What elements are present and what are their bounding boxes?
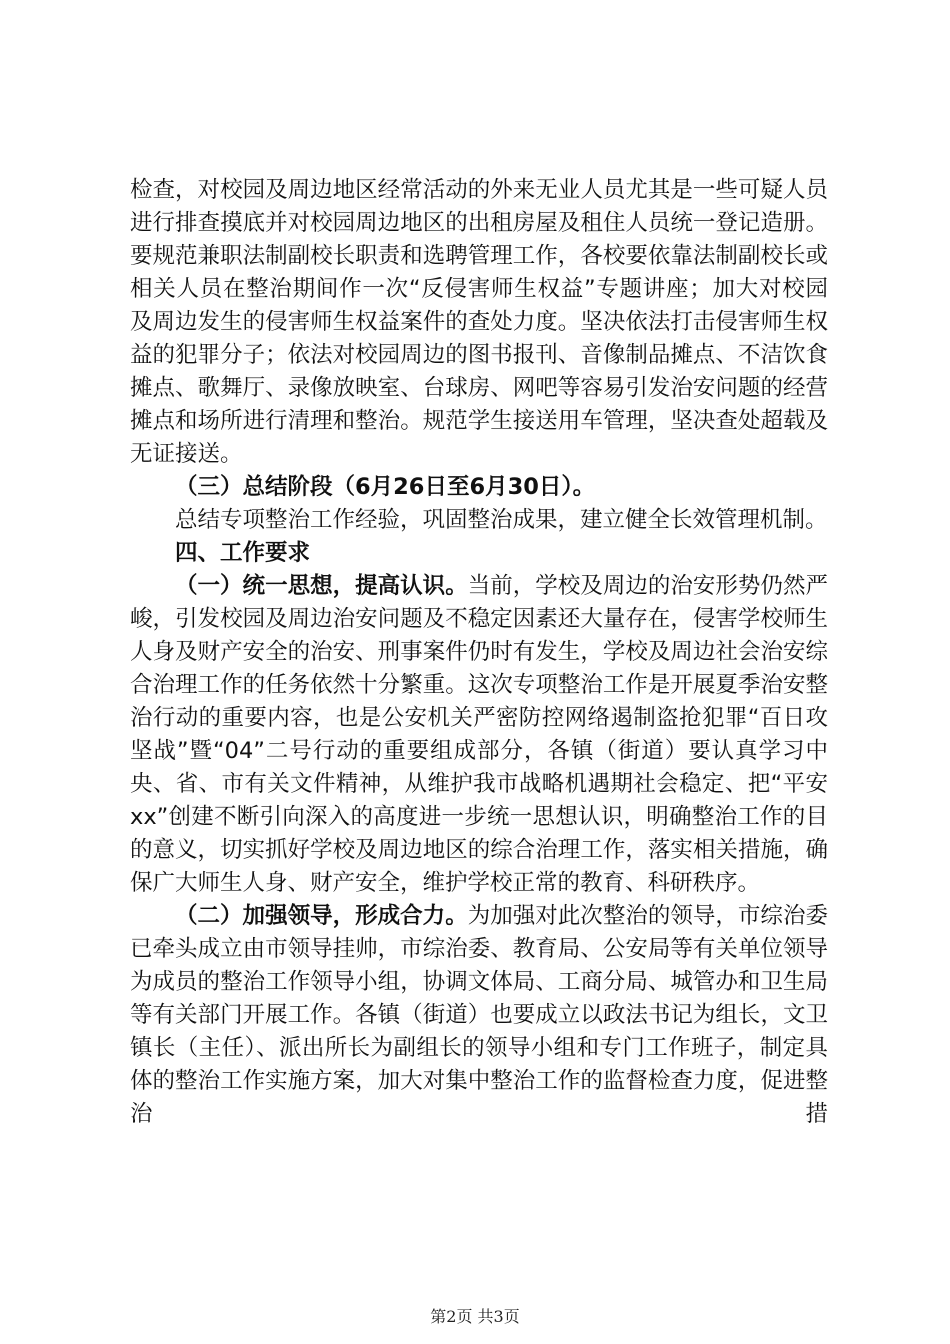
paragraph-summary-stage: 总结专项整治工作经验，巩固整治成果，建立健全长效管理机制。 — [175, 507, 828, 533]
requirement-1-title: （一）统一思想，提高认识。 — [175, 573, 468, 599]
heading-summary-stage: （三）总结阶段（6月26日至6月30日）。 — [175, 474, 596, 500]
requirement-2-title: （二）加强领导，形成合力。 — [175, 903, 468, 929]
requirement-1-body: 当前，学校及周边的治安形势仍然严峻，引发校园及周边治安问题及不稳定因素还大量存在，侵害学校师生人身及财产安全的治安、刑事案件仍时有发生，学校及周边社会治安综合治理工作的任务依然十分繁重。这次专项整治工作是开展夏季治安整治行动的重要内容，也是公安机关严密防控网络遏制盗抢犯罪“百日攻坚战”暨“04”二号行动的重要组成部分，各镇（街道）要认真学习中央、省、市有关文件精神，从维护我市战略机遇期社会稳定、把“平安xx”创建不断引向深入的高度进一步统一思想认识，明确整治工作的目的意义，切实抓好学校及周边地区的综合治理工作，落实相关措施，确保广大师生人身、财产安全，维护学校正常的教育、科研秩序。 — [130, 573, 828, 896]
requirement-2-body: 为加强对此次整治的领导，市综治委已牵头成立由市领导挂帅，市综治委、教育局、公安局等有关单位领导为成员的整治工作领导小组，协调文体局、工商分局、城管办和卫生局等有关部门开展工作。各镇（街道）也要成立以政法书记为组长，文卫镇长（主任）、派出所长为副组长的领导小组和专门工作班子，制定具体的整治工作实施方案，加大对集中整治工作的监督检查力度，促进整治措 — [130, 903, 828, 1127]
heading-work-requirements: 四、工作要求 — [175, 540, 311, 566]
document-body — [130, 174, 828, 1131]
paragraph-requirement-2 — [130, 900, 828, 1131]
paragraph-inspection: 检查，对校园及周边地区经常活动的外来无业人员尤其是一些可疑人员进行排查摸底并对校园周边地区的出租房屋及租住人员统一登记造册。要规范兼职法制副校长职责和选聘管理工作，各校要依靠法制副校长或相关人员在整治期间作一次“反侵害师生权益”专题讲座；加大对校园及周边发生的侵害师生权益案件的查处力度。坚决依法打击侵害师生权益的犯罪分子；依法对校园周边的图书报刊、音像制品摊点、不洁饮食摊点、歌舞厅、录像放映室、台球房、网吧等容易引发治安问题的经营摊点和场所进行清理和整治。规范学生接送用车管理，坚决查处超载及无证接送。 — [130, 177, 828, 467]
paragraph-requirement-1 — [130, 570, 828, 900]
page-footer: 第2页 共3页 — [430, 1307, 520, 1326]
